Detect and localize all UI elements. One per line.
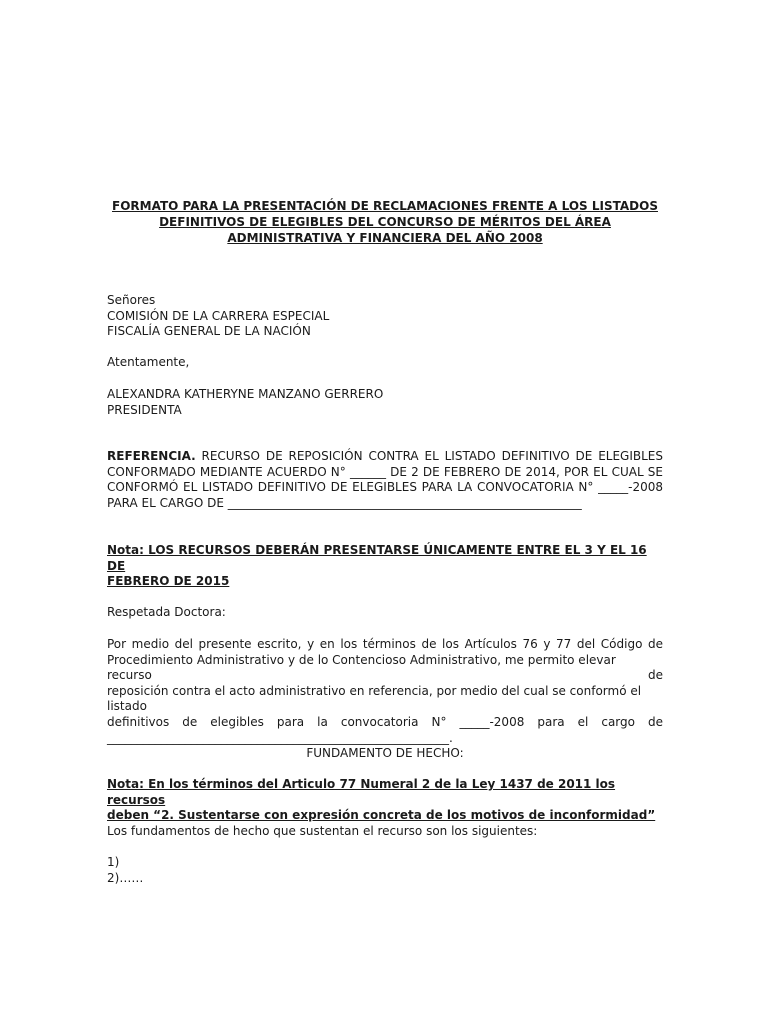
fundamentos-list <box>107 855 663 886</box>
addressee-block <box>107 293 663 340</box>
title-line-3: ADMINISTRATIVA Y FINANCIERA DEL AÑO 2008 <box>227 231 543 245</box>
addressee-org-1: COMISIÓN DE LA CARRERA ESPECIAL <box>107 308 330 323</box>
referencia-line-4: PARA EL CARGO DE ___________________________________________________________ <box>107 495 582 510</box>
body-paragraph <box>107 637 663 746</box>
referencia-line-2: CONFORMADO MEDIANTE ACUERDO N° ______ DE 2 DE FEBRERO DE 2014, POR EL CUAL SE <box>107 464 663 479</box>
nota-articulo-line-1: Nota: En los términos del Articulo 77 Numeral 2 de la Ley 1437 de 2011 los recursos <box>107 777 616 807</box>
nota-articulo <box>107 777 663 824</box>
document-title <box>100 198 670 246</box>
greeting-line: Respetada Doctora: <box>107 605 226 619</box>
nota-recursos <box>107 543 663 590</box>
body-line-3: reposición contra el acto administrativo en referencia, por medio del cual se conformó el listado <box>107 683 642 714</box>
referencia-line-3: CONFORMÓ EL LISTADO DEFINITIVO DE ELEGIBLES PARA LA CONVOCATORIA N° _____-2008 <box>107 480 663 495</box>
recipient-block <box>107 387 663 418</box>
addressee-org-2: FISCALÍA GENERAL DE LA NACIÓN <box>107 324 311 339</box>
closing-line: Atentamente, <box>107 355 190 369</box>
closing-text <box>107 355 663 371</box>
addressee-salutation: Señores <box>107 293 156 307</box>
body-line-5: _________________________________________________________. <box>107 730 453 745</box>
nota-articulo-line-2: deben “2. Sustentarse con expresión concreta de los motivos de inconformidad” <box>107 808 656 823</box>
referencia-paragraph <box>107 449 663 511</box>
title-line-1: FORMATO PARA LA PRESENTACIÓN DE RECLAMACIONES FRENTE A LOS LISTADOS <box>112 199 658 213</box>
list-item: 1) <box>107 855 120 869</box>
referencia-line-1 <box>107 449 663 465</box>
fundamentos-intro <box>107 824 663 840</box>
referencia-text-1: RECURSO DE REPOSICIÓN CONTRA EL LISTADO DEFINITIVO DE ELEGIBLES <box>195 449 663 463</box>
fundamentos-intro-text: Los fundamentos de hecho que sustentan el recurso son los siguientes: <box>107 824 538 838</box>
body-line-2: Procedimiento Administrativo y de lo Contencioso Administrativo, me permito elevar recurso de <box>107 652 663 683</box>
section-heading-text: FUNDAMENTO DE HECHO: <box>306 746 464 760</box>
recipient-role: PRESIDENTA <box>107 402 182 417</box>
recipient-name: ALEXANDRA KATHERYNE MANZANO GERRERO <box>107 387 384 401</box>
section-heading <box>107 746 663 762</box>
body-line-4: definitivos de elegibles para la convocatoria N° _____-2008 para el cargo de <box>107 714 663 729</box>
greeting <box>107 605 663 621</box>
body-line-1: Por medio del presente escrito, y en los términos de los Artículos 76 y 77 del Código de <box>107 637 663 651</box>
nota-recursos-line-1: Nota: LOS RECURSOS DEBERÁN PRESENTARSE ÚNICAMENTE ENTRE EL 3 Y EL 16 DE <box>107 543 647 573</box>
title-line-2: DEFINITIVOS DE ELEGIBLES DEL CONCURSO DE MÉRITOS DEL ÁREA <box>159 215 611 229</box>
list-item: 2)…… <box>107 870 144 885</box>
referencia-label: REFERENCIA. <box>107 449 196 463</box>
nota-recursos-line-2: FEBRERO DE 2015 <box>107 574 230 589</box>
